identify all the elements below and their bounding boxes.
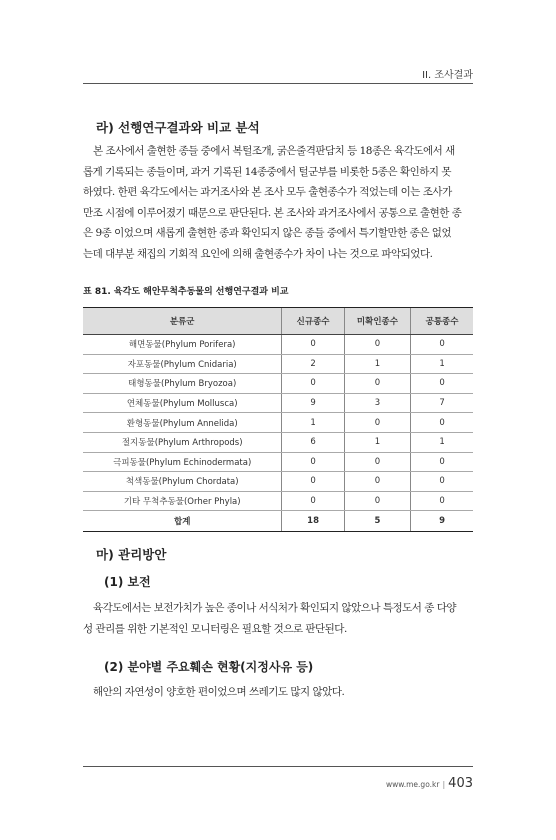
paragraph-line: 해안의 자연성이 양호한 편이었으며 쓰레기도 많지 않았다. xyxy=(93,686,345,698)
cell-common-count: 0 xyxy=(411,413,473,433)
cell-new-count: 9 xyxy=(282,393,344,413)
cell-unconfirmed-count: 1 xyxy=(344,432,410,452)
footer-rule xyxy=(83,766,473,767)
cell-common-count: 1 xyxy=(411,432,473,452)
cell-common-count: 1 xyxy=(411,354,473,374)
col-header-new: 신규종수 xyxy=(282,308,344,335)
paragraph-line: 성 관리를 위한 기본적인 모니터링은 필요할 것으로 판단된다. xyxy=(83,622,347,635)
paragraph-line: 본 조사에서 출현한 종들 중에서 복털조개, 굵은줄격판담치 등 18종은 육각도에서 새 xyxy=(93,145,455,157)
cell-unconfirmed-count: 3 xyxy=(344,393,410,413)
cell-new-count: 0 xyxy=(282,374,344,394)
table-row xyxy=(83,452,473,472)
paragraph-line: 만조 시점에 이루어졌기 때문으로 판단된다. 본 조사와 과거조사에서 공통으로 출현한 종 xyxy=(83,206,462,219)
cell-unconfirmed-count: 0 xyxy=(344,413,410,433)
table-row xyxy=(83,335,473,355)
paragraph-line: 육각도에서는 보전가치가 높은 종이나 서식처가 확인되지 않았으나 특정도서 종 다양 xyxy=(93,602,457,614)
subsection-title-damage-status: (2) 분야별 주요훼손 현황(지정사유 등) xyxy=(104,660,314,674)
conservation-paragraph xyxy=(83,598,473,639)
cell-new-count: 0 xyxy=(282,335,344,355)
paragraph-line: 롭게 기록되는 종들이며, 과거 기록된 14종중에서 털군부를 비롯한 5종은 확인하지 못 xyxy=(83,165,451,178)
cell-new-count: 0 xyxy=(282,472,344,492)
table-row xyxy=(83,354,473,374)
cell-taxon: 해면동물(Phylum Porifera) xyxy=(83,335,282,355)
cell-taxon: 자포동물(Phylum Cnidaria) xyxy=(83,354,282,374)
cell-common-count: 7 xyxy=(411,393,473,413)
table-row xyxy=(83,432,473,452)
header-rule xyxy=(83,83,473,84)
cell-unconfirmed-count: 0 xyxy=(344,491,410,511)
table-caption: 표 81. 육각도 해안무척추동물의 선행연구결과 비교 xyxy=(83,287,289,297)
subsection-title-conservation: (1) 보전 xyxy=(104,575,151,589)
cell-taxon: 환형동물(Phylum Annelida) xyxy=(83,413,282,433)
cell-taxon: 연체동물(Phylum Mollusca) xyxy=(83,393,282,413)
footer-separator: | xyxy=(442,780,446,789)
table-total-row xyxy=(83,511,473,532)
cell-new-count: 0 xyxy=(282,452,344,472)
cell-common-count: 0 xyxy=(411,335,473,355)
cell-common-count: 0 xyxy=(411,374,473,394)
page-number: 403 xyxy=(448,776,473,791)
cell-unconfirmed-count: 1 xyxy=(344,354,410,374)
footer xyxy=(386,772,473,791)
table-row xyxy=(83,413,473,433)
cell-common-count: 0 xyxy=(411,452,473,472)
table-row xyxy=(83,491,473,511)
paragraph-line: 하였다. 한편 육각도에서는 과거조사와 본 조사 모두 출현종수가 적었는데 이는 조사가 xyxy=(83,186,452,198)
cell-taxon: 극피동물(Phylum Echinodermata) xyxy=(83,452,282,472)
cell-new-count: 6 xyxy=(282,432,344,452)
total-label: 합계 xyxy=(83,511,282,532)
cell-taxon: 척색동물(Phylum Chordata) xyxy=(83,472,282,492)
cell-taxon: 기타 무척추동물(Orher Phyla) xyxy=(83,491,282,511)
col-header-common: 공통종수 xyxy=(411,308,473,335)
cell-new-count: 1 xyxy=(282,413,344,433)
cell-taxon: 태형동물(Phylum Bryozoa) xyxy=(83,374,282,394)
cell-common-count: 0 xyxy=(411,491,473,511)
cell-new-count: 18 xyxy=(282,511,344,532)
paragraph-line: 은 9종 이었으며 새롭게 출현한 종과 확인되지 않은 종들 중에서 특기할만한 종은 없었 xyxy=(83,227,452,239)
comparison-paragraph xyxy=(83,141,473,264)
cell-taxon: 절지동물(Phylum Arthropods) xyxy=(83,432,282,452)
section-title-comparison: 라) 선행연구결과와 비교 분석 xyxy=(96,120,260,135)
paragraph-line: 는데 대부분 채집의 기회적 요인에 의해 출현종수가 차이 나는 것으로 파악되었다. xyxy=(83,247,433,260)
section-title-management: 마) 관리방안 xyxy=(96,547,167,562)
col-header-unconfirmed: 미확인종수 xyxy=(344,308,410,335)
cell-new-count: 0 xyxy=(282,491,344,511)
table-row xyxy=(83,393,473,413)
cell-unconfirmed-count: 5 xyxy=(344,511,410,532)
damage-status-paragraph xyxy=(83,682,473,703)
footer-url[interactable]: www.me.go.kr xyxy=(386,780,440,789)
cell-unconfirmed-count: 0 xyxy=(344,452,410,472)
cell-common-count: 0 xyxy=(411,472,473,492)
cell-unconfirmed-count: 0 xyxy=(344,472,410,492)
cell-unconfirmed-count: 0 xyxy=(344,374,410,394)
table-header-row xyxy=(83,308,473,335)
comparison-table xyxy=(83,307,473,532)
cell-common-count: 9 xyxy=(411,511,473,532)
table-row xyxy=(83,472,473,492)
cell-new-count: 2 xyxy=(282,354,344,374)
col-header-taxon: 분류군 xyxy=(83,308,282,335)
cell-unconfirmed-count: 0 xyxy=(344,335,410,355)
table-row xyxy=(83,374,473,394)
chapter-header: II. 조사결과 xyxy=(422,70,473,81)
